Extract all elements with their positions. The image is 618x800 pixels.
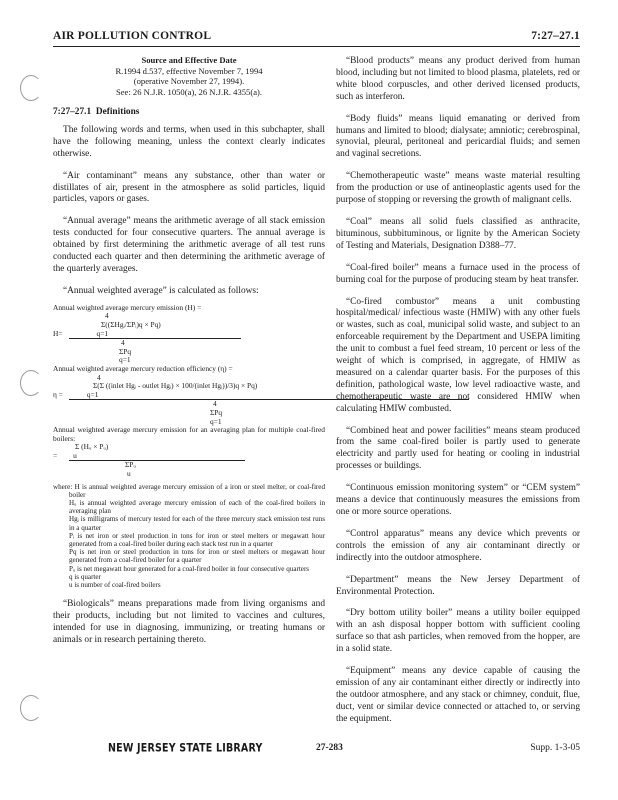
source-line-3: See: 26 N.J.R. 1050(a), 26 N.J.R. 4355(a). <box>115 86 263 97</box>
def-body-fluids: “Body fluids” means liquid emanating or derived from humans and limited to blood; dialysate; amniotic; cerebrospinal, synovial, pleural, peritoneal and pericardial fluids; and semen and vaginal secretions. <box>336 113 580 160</box>
where-item: Pq is net iron or steel production in tons for iron or steel melters or megawatt hour generated from a coal-fired boiler for a quarter <box>69 548 325 565</box>
intro-paragraph: The following words and terms, when used in this subchapter, shall have the following meaning, unless the context clearly indicates otherwise. <box>53 124 325 159</box>
def-coal-fired-boiler: “Coal-fired boiler” means a furnace used in the process of burning coal for the purpose of producing steam by heat transfer. <box>336 262 580 285</box>
def-air-contaminant: “Air contaminant” means any substance, other than water or distillates of air, present in the atmosphere as solid particles, liquid particles, vapors or gases. <box>53 170 325 205</box>
def-annual-weighted-average: “Annual weighted average” is calculated as follows: <box>63 285 259 296</box>
library-stamp: NEW JERSEY STATE LIBRARY <box>108 741 263 756</box>
eq1-top-limit: 4 <box>105 311 109 321</box>
def-control-apparatus: “Control apparatus” means any device which prevents or controls the emission of any air contaminant directly or indirectly into the outdoor atmosphere. <box>336 528 580 563</box>
where-item: Hᵤ is annual weighted average mercury emission of each of the coal-fired boilers in averaging plan <box>69 499 325 516</box>
supplement-date: Supp. 1-3-05 <box>530 743 580 753</box>
eq1-label: Annual weighted average mercury emission (H) = <box>53 302 202 312</box>
page-number: 27-283 <box>316 743 343 753</box>
eq1-numerator: Σ((ΣHgᵢ/ΣPᵢ)q × Pq) <box>101 319 161 329</box>
def-annual-average: “Annual average” means the arithmetic average of all stack emission tests conducted for four consecutive quarters. The annual average is obtained by first determining the arithmetic average of all test runs conducted each quarter and then determining the arithmetic average of the quarterly averages. <box>53 216 325 274</box>
def-blood-products: “Blood products” means any product derived from human blood, including but not limited to blood plasma, platelets, red or white blood corpuscles, and other derived licensed products, such as interferon. <box>336 56 580 102</box>
eq1-den-index: q=1 <box>119 355 131 365</box>
section-number: 7:27–27.1 <box>53 107 92 117</box>
def-combined-heat-power: “Combined heat and power facilities” means steam produced from the same coal-fired boiler is partly used to generate electricity and partly used for heating or cooling in industrial processes or buildings. <box>336 425 580 472</box>
eq3-lhs: = <box>53 450 58 460</box>
eq2-den-index: q=1 <box>210 416 222 426</box>
eq2-lhs: η = <box>53 389 63 399</box>
left-column <box>53 55 325 657</box>
eq3-denominator: ΣPᵤ <box>69 460 245 470</box>
where-item: Pᵢ is net iron or steel production in tons for iron or steel melters or megawatt hour generated from a coal-fired boiler during each stack test run in a quarter <box>69 531 325 549</box>
eq2-den-limit: 4 <box>69 399 469 409</box>
def-department: “Department” means the New Jersey Department of Environmental Protection. <box>336 574 580 597</box>
def-equipment: “Equipment” means any device capable of causing the emission of any air contaminant either directly or indirectly into the outdoor atmosphere, and any stack or chimney, conduit, flue, duct, vent or similar device connected or attached to, or serving the equipment. <box>336 666 580 724</box>
eq2-top-limit: 4 <box>97 372 101 382</box>
binder-hole-middle <box>20 370 42 396</box>
eq3-numerator: Σ (Hᵤ × Pᵤ) <box>75 442 109 452</box>
binder-hole-top <box>20 75 42 101</box>
eq2-denominator: ΣPq <box>210 407 223 417</box>
section-title: Definitions <box>95 107 140 117</box>
def-cem-system: “Continuous emission monitoring system” or “CEM system” means a device that continuously measures the emissions from one or more source operations. <box>336 483 580 517</box>
eq1-denominator: ΣPq <box>119 346 132 356</box>
def-co-fired-combustor: “Co-fired combustor” means a unit combusting hospital/medical/ infectious waste (HMIW) with any other fuels or wastes, such as coal, municipal solid waste, and subject to an enforceable requirement by the Department and USEPA limiting the unit to combust a fuel feed stream, 10 percent or less of the weight of which is comprised, in aggregate, of HMIW as measured on a calendar quarter basis. For the purposes of this definition, pathological waste, low level radioactive waste, and chemotherapeutic waste are not considered HMIW when calculating HMIW combusted. <box>336 296 580 414</box>
where-item: q is quarter <box>69 572 101 581</box>
where-item: Pᵤ is net megawatt hour generated for a coal-fired boiler in four consecutive quarters <box>69 564 310 573</box>
eq3-sum-index: u <box>73 450 77 460</box>
equation-reduction-efficiency <box>53 365 325 426</box>
eq3-den-index: u <box>127 469 131 479</box>
eq2-sum-index: q=1 <box>86 389 99 399</box>
source-heading: Source and Effective Date <box>141 55 237 65</box>
eq1-lhs: H= <box>53 328 63 338</box>
def-biologicals: “Biologicals” means preparations made from living organisms and their products, including but not limited to vaccines and cultures, intended for use in diagnosing, immunizing, or treating humans or animals or in research pertaining thereto. <box>53 599 325 646</box>
equation-mercury-emission <box>53 304 325 365</box>
where-definitions <box>53 483 325 590</box>
source-block <box>53 55 325 97</box>
equation-averaging-plan <box>53 426 325 479</box>
source-line-1: R.1994 d.537, effective November 7, 1994 <box>115 65 263 76</box>
where-item: Hgᵢ is milligrams of mercury tested for each of the three mercury stack emission test runs in a quarter <box>69 515 325 532</box>
eq3-label: Annual weighted average mercury emission for an averaging plan for multiple coal-fired boilers: <box>53 425 325 443</box>
running-header-section: 7:27–27.1 <box>531 30 580 42</box>
def-chemotherapeutic-waste: “Chemotherapeutic waste” means waste material resulting from the production or use of antineoplastic agents used for the purpose of stopping or reversing the growth of malignant cells. <box>336 171 580 206</box>
right-column <box>336 56 580 736</box>
eq1-den-limit: 4 <box>69 338 241 348</box>
eq2-numerator: Σ(Σ ((inlet Hgᵢ - outlet Hgᵢ) × 100/(inlet Hgᵢ))/3)q × Pq) <box>93 381 258 391</box>
where-item: u is number of coal-fired boilers <box>69 581 161 590</box>
where-item: where: H is annual weighted average mercury emission of a iron or steel melter, or coal-fired boiler <box>53 482 325 499</box>
running-header-title: AIR POLLUTION CONTROL <box>53 30 212 42</box>
eq1-sum-index: q=1 <box>96 328 109 338</box>
source-line-2: (operative November 27, 1994). <box>133 76 245 86</box>
eq2-label: Annual weighted average mercury reduction efficiency (η) = <box>53 363 233 373</box>
header-rule <box>53 46 580 47</box>
def-dry-bottom-boiler: “Dry bottom utility boiler” means a utility boiler equipped with an ash disposal hopper bottom with sufficient cooling surface so that ash particles, when removed from the hopper, are in a solid state. <box>336 608 580 655</box>
section-heading <box>53 107 325 119</box>
binder-hole-bottom <box>20 695 42 721</box>
def-coal: “Coal” means all solid fuels classified as anthracite, bituminous, subbituminous, or lignite by the American Society of Testing and Materials, Designation D388–77. <box>336 216 580 251</box>
